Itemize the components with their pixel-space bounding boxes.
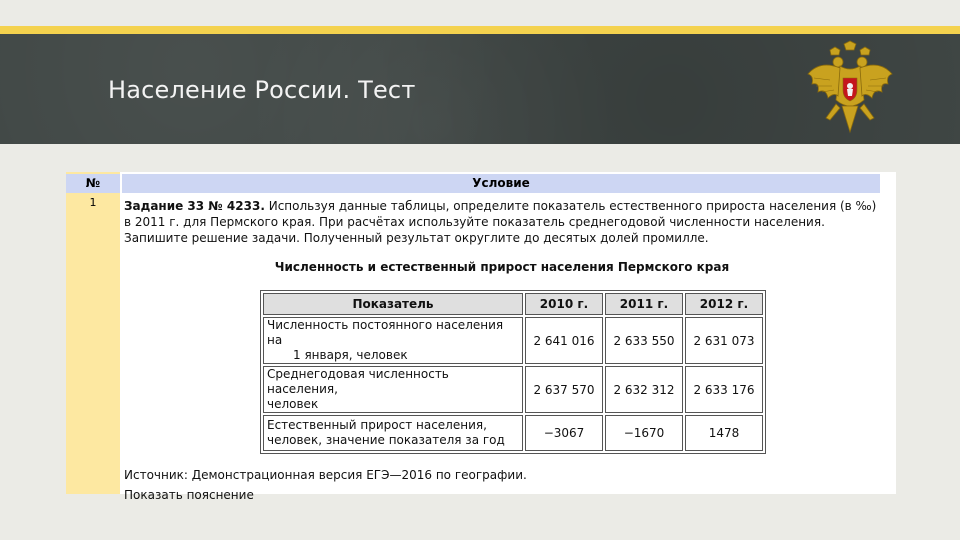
show-explanation-link[interactable]: Показать пояснение (124, 488, 254, 502)
table-cell: 2 631 073 (685, 317, 763, 364)
table-cell: −3067 (525, 415, 603, 451)
column-header: 2010 г. (525, 293, 603, 315)
row-label-line: человек, значение показателя за год (267, 433, 505, 447)
row-label (263, 366, 523, 413)
source-note: Источник: Демонстрационная версия ЕГЭ—2016 по географии. (124, 468, 527, 482)
slide-title: Население России. Тест (108, 76, 416, 104)
population-table (260, 290, 766, 454)
table-header-row (263, 293, 763, 315)
top-accent-stripe (0, 26, 960, 34)
table-cell: 2 633 550 (605, 317, 683, 364)
task-body: Используя данные таблицы, определите показатель естественного прироста населения (в ‰) в 2011 г. для Пермского края. При расчётах используйте показатель среднегодовой численности населения. Запишите решение задачи. Полученный результат округлите до десятых долей промилле. (124, 199, 877, 245)
table-row (263, 317, 763, 364)
row-label-line: человек (267, 397, 319, 411)
row-label-line: 1 января, человек (293, 348, 408, 362)
column-header: 2012 г. (685, 293, 763, 315)
coat-of-arms-icon (800, 40, 900, 140)
task-table-header (66, 174, 881, 193)
column-header: 2011 г. (605, 293, 683, 315)
row-label-line: Среднегодовая численность населения, (267, 367, 449, 396)
table-cell: 2 637 570 (525, 366, 603, 413)
row-label-line: Естественный прирост населения, (267, 418, 487, 432)
number-column (66, 172, 120, 494)
task-document (66, 172, 896, 502)
table-cell: 2 633 176 (685, 366, 763, 413)
table-cell: 1478 (685, 415, 763, 451)
row-label-line: Численность постоянного населения на (267, 318, 504, 347)
table-cell: −1670 (605, 415, 683, 451)
row-label (263, 317, 523, 364)
column-header: Показатель (263, 293, 523, 315)
table-row (263, 415, 763, 451)
data-table-caption: Численность и естественный прирост населения Пермского края (274, 260, 730, 274)
header-number: № (66, 174, 120, 193)
table-row (263, 366, 763, 413)
table-cell: 2 641 016 (525, 317, 603, 364)
task-statement (124, 198, 884, 246)
row-label (263, 415, 523, 451)
header-condition: Условие (122, 174, 880, 193)
table-cell: 2 632 312 (605, 366, 683, 413)
task-label: Задание 33 № 4233. (124, 199, 265, 213)
task-number: 1 (89, 196, 97, 209)
